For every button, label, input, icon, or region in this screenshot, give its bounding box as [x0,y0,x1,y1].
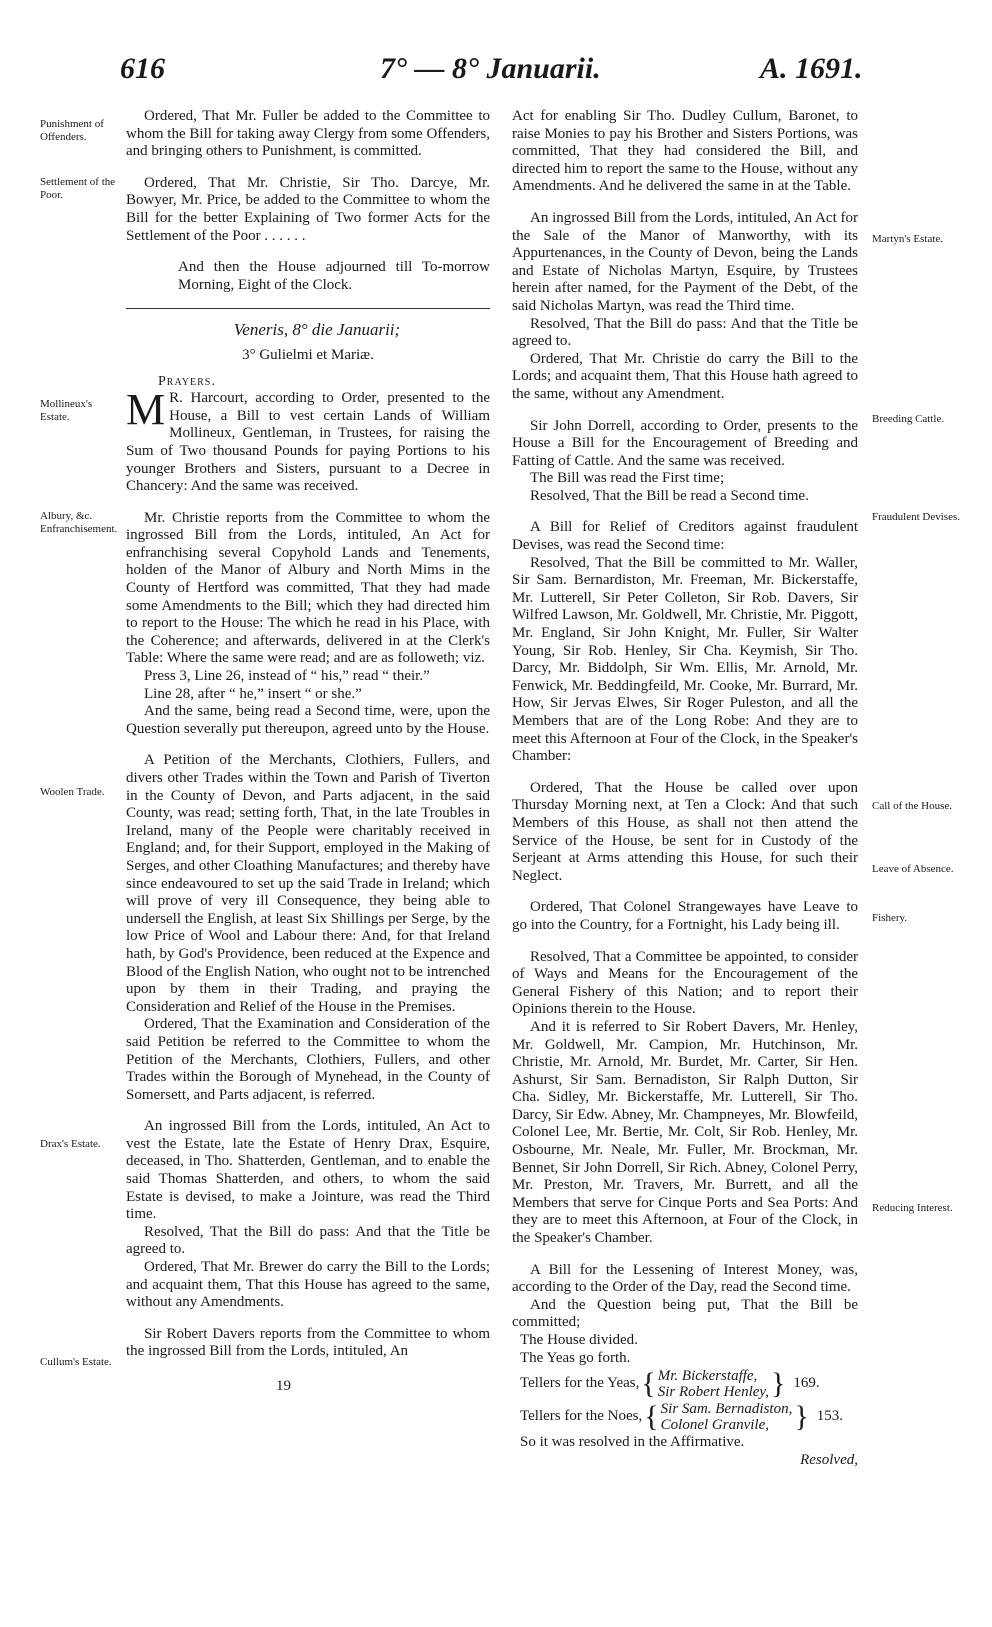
amendment-2: Line 28, after “ he,” insert “ or she.” [144,685,362,702]
margin-note-mollineux: Mollineux's Estate. [40,398,93,423]
entry-fuller: Ordered, That Mr. Fuller be added to the Committee to whom the Bill for taking away Clergy from some Offenders, and bringing others to Punishment, is committed. [126,108,490,160]
entry-interest: A Bill for the Lessening of Interest Money, was, according to the Order of the Day, read the Second time. [512,1261,858,1296]
entry-harcourt [126,385,490,496]
margin-note-albury: Albury, &c. Enfranchisement. [40,510,118,535]
prayers-heading: Prayers. [158,373,216,389]
margin-note-settlement: Settlement of the Poor. [40,176,116,201]
teller-yea-2: Sir Robert Henley, [657,1384,769,1401]
section-divider [126,308,490,309]
entry-cullum-cont: Act for enabling Sir Tho. Dudley Cullum, Baronet, to raise Monies to pay his Brother and Sisters Portions, was committed, That they had considered the Bill, and directed him to report the same to the House, without any Amendments. And he delivered the same in at the Table. [512,108,858,195]
entry-fraud: A Bill for Relief of Creditors against fraudulent Devises, was read the Second time: [512,519,858,554]
entry-petition: A Petition of the Merchants, Clothiers, Fullers, and divers other Trades within the Town and Parish of Tiverton in the County of Devon, and Parts adjacent, in the said County, was read; setting forth, That, in the late Troubles in Ireland, many of the People were charitably received in England; and, for their Support, employed in the Making of Serges, and other Cloathing Manufactures; and thereby have since endeavoured to set up the said Trade in Ireland; which will prove of very ill Consequence, they being able to undersell the English, at least Six Shillings per Serge, by the low Price of Wool and Labour there: And, for that Ireland hath, by God's Providence, been reduced at the Expence and Blood of the English Nation, who ought not to be intrenched upon by them in their Trading, and praying the Consideration and Relief of the House in the Premises. [126,752,490,1015]
entry-drax-ordered: Ordered, That Mr. Brewer do carry the Bill to the Lords; and acquaint them, That this House has agreed to the same, without any Amendments. [126,1259,490,1311]
tellers-yeas-label: Tellers for the Yeas, [520,1375,640,1392]
margin-note-fishery: Fishery. [872,912,908,924]
entry-dorrell-resolved: Resolved, That the Bill be read a Second time. [530,487,809,504]
entry-dorrell: Sir John Dorrell, according to Order, presents to the House a Bill for the Encouragement of Breeding and Fatting of Cattle. And the same was received. [512,417,858,469]
entry-fraud-resolved: Resolved, That the Bill be committed to Mr. Waller, Sir Sam. Bernardiston, Mr. Freeman, Mr. Bickerstaffe, Mr. Lutterell, Sir Peter Colleton, Sir Rob. Davers, Sir Wilfred Lawson, Mr. Goldwell, Mr. Christie, Mr. Piggott, Mr. England, Sir John Knight, Mr. Fuller, Sir Walter Young, Sir Rob. Henley, Sir Cha. Keymish, Sir Tho. Darcy, Mr. Biddolph, Sir Wm. Ellis, Mr. Arnold, Mr. Fenwick, Mr. Beddingfeild, Mr. Cooke, Mr. Burrard, Mr. How, Sir Jervas Elwes, Sir Roger Puleston, and all the Members that are of the Long Robe: And they are to meet this Afternoon at Four of the Clock, in the Speaker's Chamber: [512,554,858,765]
tellers-noes-label: Tellers for the Noes, [520,1408,643,1425]
tellers-noes [512,1401,858,1433]
entry-divided: The House divided. [520,1332,638,1348]
margin-note-reducing: Reducing Interest. [872,1202,953,1214]
right-column [512,108,858,1469]
entry-martyn-resolved: Resolved, That the Bill do pass: And that the Title be agreed to. [512,315,858,350]
margin-note-fraudulent: Fraudulent Devises. [872,511,960,523]
margin-note-drax: Drax's Estate. [40,1138,101,1150]
entry-fishery: Resolved, That a Committee be appointed, to consider of Ways and Means for the Encouragement of the General Fishery of this Nation; and to report their Opinions therein to the House. [512,948,858,1018]
signature-mark: 19 [276,1378,291,1394]
margin-note-punishment: Punishment of Offenders. [40,118,104,143]
entry-martyn-ordered: Ordered, That Mr. Christie do carry the Bill to the Lords; and acquaint them, That this House hath agreed to the same, without any Amendment. [512,350,858,402]
entry-martyn: An ingrossed Bill from the Lords, intituled, An Act for the Sale of the Manor of Manworthy, with its Appurtenances, in the County of Devon, being the Lands and Estate of Nicholas Martyn, Esquire, by Trustees herein after named, for the Payment of the Debt, of the said Nicholas Martyn, was read the Third time. [512,209,858,314]
entry-yeas-forth: The Yeas go forth. [520,1349,631,1366]
entry-call: Ordered, That the House be called over upon Thursday Morning next, at Ten a Clock: And that such Members of this House, as shall not then attend the Service of the House, be sent for in Custody of the Serjeant at Arms attending this House, for such their Neglect. [512,779,858,884]
entry-harcourt-text: R. Harcourt, according to Order, presented to the House, a Bill to vest certain Lands of William Mollineux, Gentleman, in Trustees, for raising the Sum of Two thousand Pounds for paying Portions to his younger Brothers and Sisters, pursuant to a Decree in Chancery: And the same was received. [126,390,490,495]
brace-open: { [641,1367,656,1401]
entry-fishery-referred: And it is referred to Sir Robert Davers, Mr. Henley, Mr. Goldwell, Mr. Campion, Mr. Hutchinson, Mr. Christie, Mr. Arnold, Mr. Burdet, Mr. Carter, Sir Hen. Ashurst, Sir Sam. Bernadiston, Sir Ralph Dutton, Sir Cha. Sidley, Mr. Bickerstaffe, Mr. Lutterell, Sir Tho. Darcy, Sir Edw. Abney, Mr. Champneyes, Mr. Blowfeild, Colonel Lee, Mr. Bertie, Mr. Colt, Sir Rob. Henley, Mr. Osbourne, Mr. Neale, Mr. Fuller, Mr. Brockman, Mr. Bennet, Sir John Dorrell, Sir Rich. Abney, Colonel Perry, Mr. Preston, Mr. Travers, Mr. Burrett, and all the Members that serve for Cinque Ports and Sea Ports: And they are to meet this Afternoon, at Four of the Clock, in the Speaker's Chamber. [512,1018,858,1247]
brace-close: } [770,1367,786,1401]
tellers-yeas [512,1368,858,1400]
tellers-noes-count: 153. [816,1408,843,1425]
margin-note-breeding: Breeding Cattle. [872,413,945,425]
entry-davers-report: Sir Robert Davers reports from the Committee to whom the ingrossed Bill from the Lords, intituled, An [126,1325,490,1360]
margin-note-woolen: Woolen Trade. [40,786,105,798]
entry-drax: An ingrossed Bill from the Lords, intituled, An Act to vest the Estate, late the Estate of Henry Drax, Esquire, deceased, in Tho. Shatterden, Gentleman, and to enable the said Thomas Shatterden, and others, to whom the said Estate is devised, to make a Jointure, was read the Third time. [126,1118,490,1223]
entry-christie-poor: Ordered, That Mr. Christie, Sir Tho. Darcye, Mr. Bowyer, Mr. Price, be added to the Committee to whom the Bill for the better Explaining of Two former Acts for the Settlement of the Poor . . . . . . [126,174,490,244]
catchword: Resolved, [800,1451,858,1468]
day-heading: Veneris, 8° die Januarii; [233,320,401,340]
entry-dorrell-first: The Bill was read the First time; [530,470,725,487]
entry-amend-agreed: And the same, being read a Second time, were, upon the Question severally put thereupon, agreed unto by the House. [126,703,490,737]
teller-yea-1: Mr. Bickerstaffe, [657,1368,758,1385]
left-column [126,108,490,1361]
drop-cap: M [126,385,166,435]
entry-adjourn: And then the House adjourned till To-morrow Morning, Eight of the Clock. [178,259,490,293]
tellers-yeas-count: 169. [793,1375,820,1392]
margin-note-martyn: Martyn's Estate. [872,233,944,245]
tellers-yeas-names [658,1368,769,1400]
page-date-header: 7° — 8° Januarii. [380,52,601,85]
regnal-year: 3° Gulielmi et Mariæ. [242,346,374,363]
margin-note-leave: Leave of Absence. [872,863,954,875]
margin-note-cullum: Cullum's Estate. [40,1356,112,1368]
teller-noe-1: Sir Sam. Bernadiston, [660,1401,793,1418]
teller-noe-2: Colonel Granvile, [660,1417,769,1434]
entry-question: And the Question being put, That the Bill be committed; [512,1296,858,1331]
margin-note-call: Call of the House. [872,800,953,812]
entry-petition-ordered: Ordered, That the Examination and Consideration of the said Petition be referred to the Committee to whom the Petition of the Merchants, Clothiers, Fullers, and other Trades within the Borough of Mynehead, in the County of Somersett, and Parts adjacent, is referred. [126,1016,490,1103]
brace-close: } [794,1400,809,1434]
amendment-1: Press 3, Line 26, instead of “ his,” read “ their.” [144,668,430,685]
entry-drax-resolved: Resolved, That the Bill do pass: And that the Title be agreed to. [126,1223,490,1258]
entry-leave: Ordered, That Colonel Strangewayes have Leave to go into the Country, for a Fortnight, his Lady being ill. [512,899,858,933]
tellers-noes-names [661,1401,793,1433]
entry-affirmative: So it was resolved in the Affirmative. [520,1434,745,1451]
brace-open: { [644,1400,659,1434]
page-number: 616 [120,52,165,85]
entry-christie-report: Mr. Christie reports from the Committee to whom the ingrossed Bill from the Lords, intituled, An Act for enfranchising several Copyhold Lands and Tenements, holden of the Manor of Albury and North Mims in the County of Hertford was committed, That they had made some Amendments to the Bill; which they had directed him to report to the House: The which he read in his Place, with the Coherence; and afterwards, delivered in at the Clerk's Table: Where the same were read; and are as followeth; viz. [126,509,490,667]
page-year: A. 1691. [760,52,863,85]
